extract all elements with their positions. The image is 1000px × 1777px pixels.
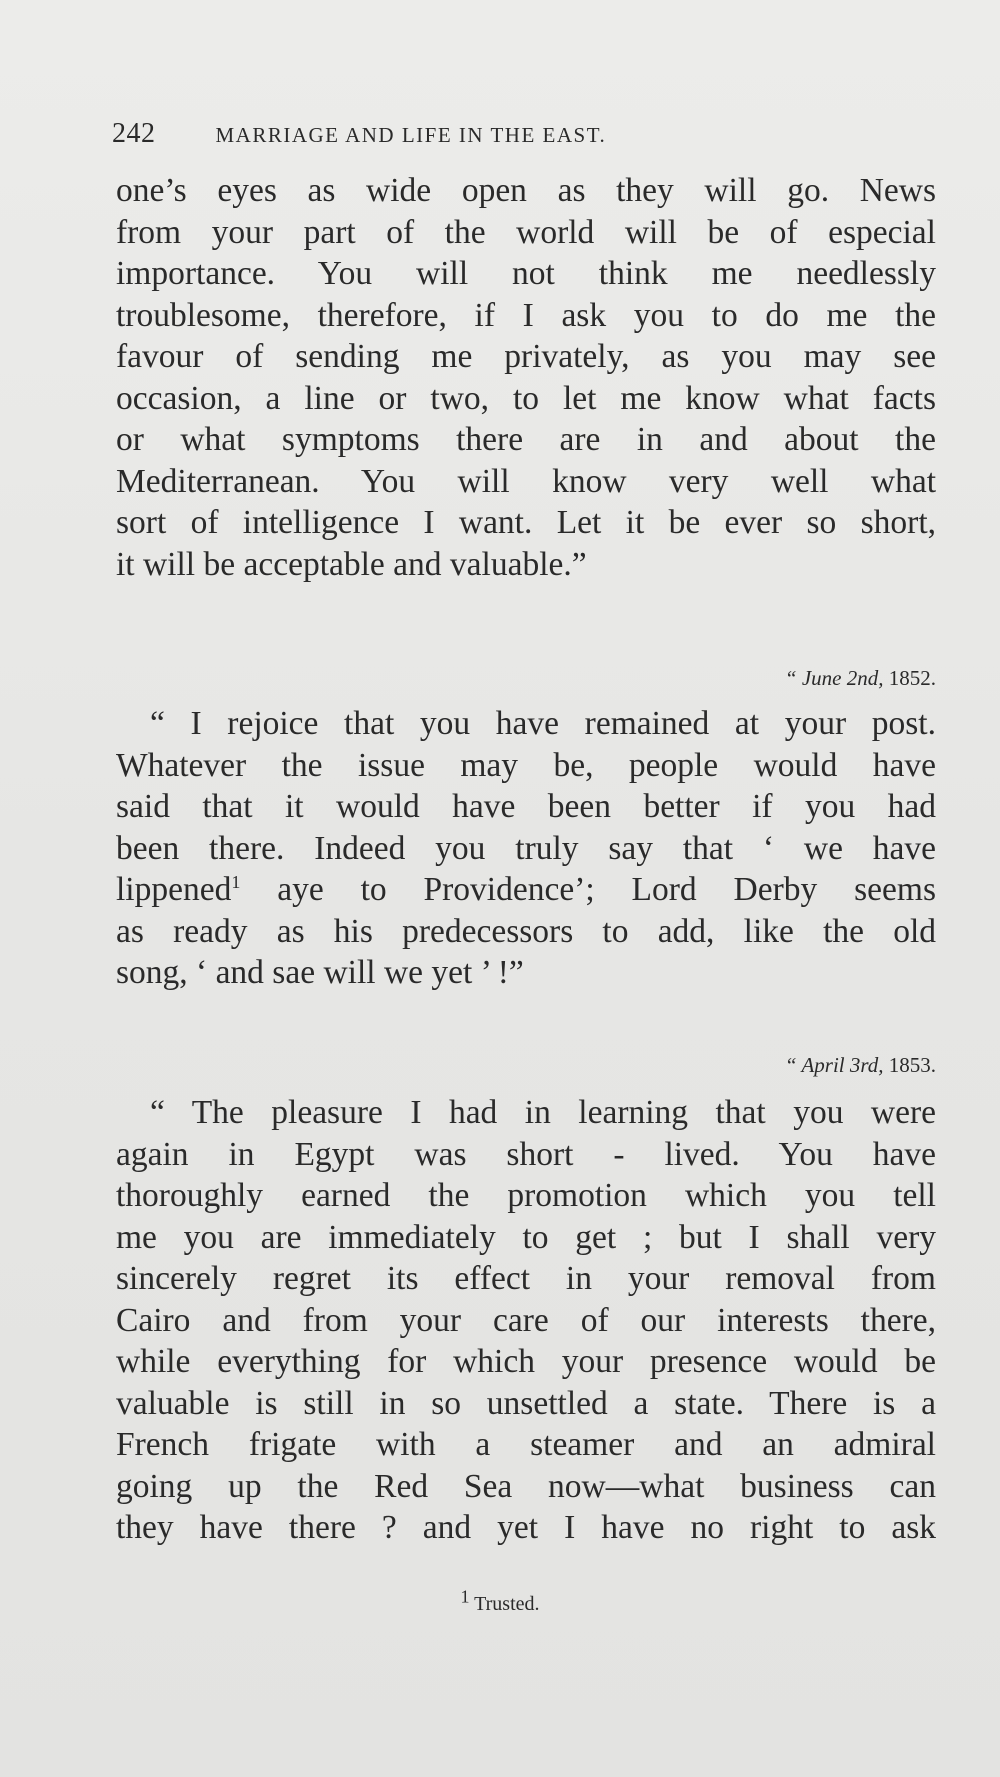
- footnote: [0, 1586, 1000, 1616]
- text-line: while everything for which your presence would be: [116, 1343, 936, 1380]
- text-line: from your part of the world will be of especial: [116, 213, 936, 251]
- date-open-quote: “: [784, 666, 802, 690]
- text-line: [116, 869, 936, 911]
- running-title: MARRIAGE AND LIFE IN THE EAST.: [215, 123, 607, 147]
- text-line: Mediterranean. You will know very well what: [116, 462, 936, 500]
- footnote-marker: 1: [460, 1586, 470, 1607]
- text-line-start: lippened: [116, 871, 232, 908]
- text-line-content: “ The pleasure I had in learning that you were: [150, 1094, 936, 1131]
- text-line: going up the Red Sea now—what business can: [116, 1467, 936, 1505]
- date-text: June 2nd,: [801, 666, 884, 690]
- date-year: 1853.: [883, 1053, 936, 1077]
- text-line: me you are immediately to get ; but I shall very: [116, 1218, 936, 1256]
- text-line: they have there ? and yet I have no right to ask: [116, 1509, 936, 1546]
- letter-date-1852: [785, 666, 936, 691]
- date-open-quote: “: [784, 1053, 802, 1077]
- text-line: as ready as his predecessors to add, like the old: [116, 912, 936, 950]
- date-year: 1852.: [883, 666, 936, 690]
- text-line: sort of intelligence I want. Let it be ever so short,: [116, 504, 936, 541]
- text-line: troublesome, therefore, if I ask you to do me the: [116, 296, 936, 334]
- text-line: one’s eyes as wide open as they will go. News: [116, 172, 936, 209]
- text-line: thoroughly earned the promotion which you tell: [116, 1177, 936, 1214]
- letter-date-1853: [785, 1053, 936, 1078]
- letter-paragraph-1853: [116, 1092, 936, 1549]
- text-line: been there. Indeed you truly say that ‘ we have: [116, 829, 936, 867]
- text-line-rest: aye to Providence’; Lord Derby seems: [277, 871, 936, 908]
- page-number: 242: [112, 118, 156, 149]
- text-line: sincerely regret its effect in your removal from: [116, 1260, 936, 1297]
- text-line-content: “ I rejoice that you have remained at your post.: [150, 705, 936, 742]
- date-text: April 3rd,: [801, 1053, 884, 1077]
- letter-paragraph-1852: [116, 703, 936, 994]
- text-line: or what symptoms there are in and about the: [116, 421, 936, 458]
- text-line: importance. You will not think me needlessly: [116, 255, 936, 292]
- text-line: French frigate with a steamer and an admiral: [116, 1426, 936, 1463]
- text-line: Whatever the issue may be, people would have: [116, 746, 936, 784]
- text-line: occasion, a line or two, to let me know what facts: [116, 379, 936, 417]
- paragraph-continuation: [116, 170, 936, 585]
- text-line: said that it would have been better if you had: [116, 788, 936, 825]
- text-line: song, ‘ and sae will we yet ’ !”: [116, 954, 524, 991]
- page-header: [112, 118, 942, 158]
- text-line: again in Egypt was short - lived. You have: [116, 1135, 936, 1173]
- text-line: favour of sending me privately, as you may see: [116, 338, 936, 375]
- text-line: it will be acceptable and valuable.”: [116, 545, 587, 583]
- footnote-text: Trusted.: [469, 1593, 540, 1615]
- footnote-reference: 1: [231, 871, 241, 892]
- text-line: Cairo and from your care of our interests there,: [116, 1301, 936, 1339]
- text-line: [116, 703, 936, 745]
- text-line: [116, 1092, 936, 1134]
- text-line: valuable is still in so unsettled a state. There is a: [116, 1384, 936, 1422]
